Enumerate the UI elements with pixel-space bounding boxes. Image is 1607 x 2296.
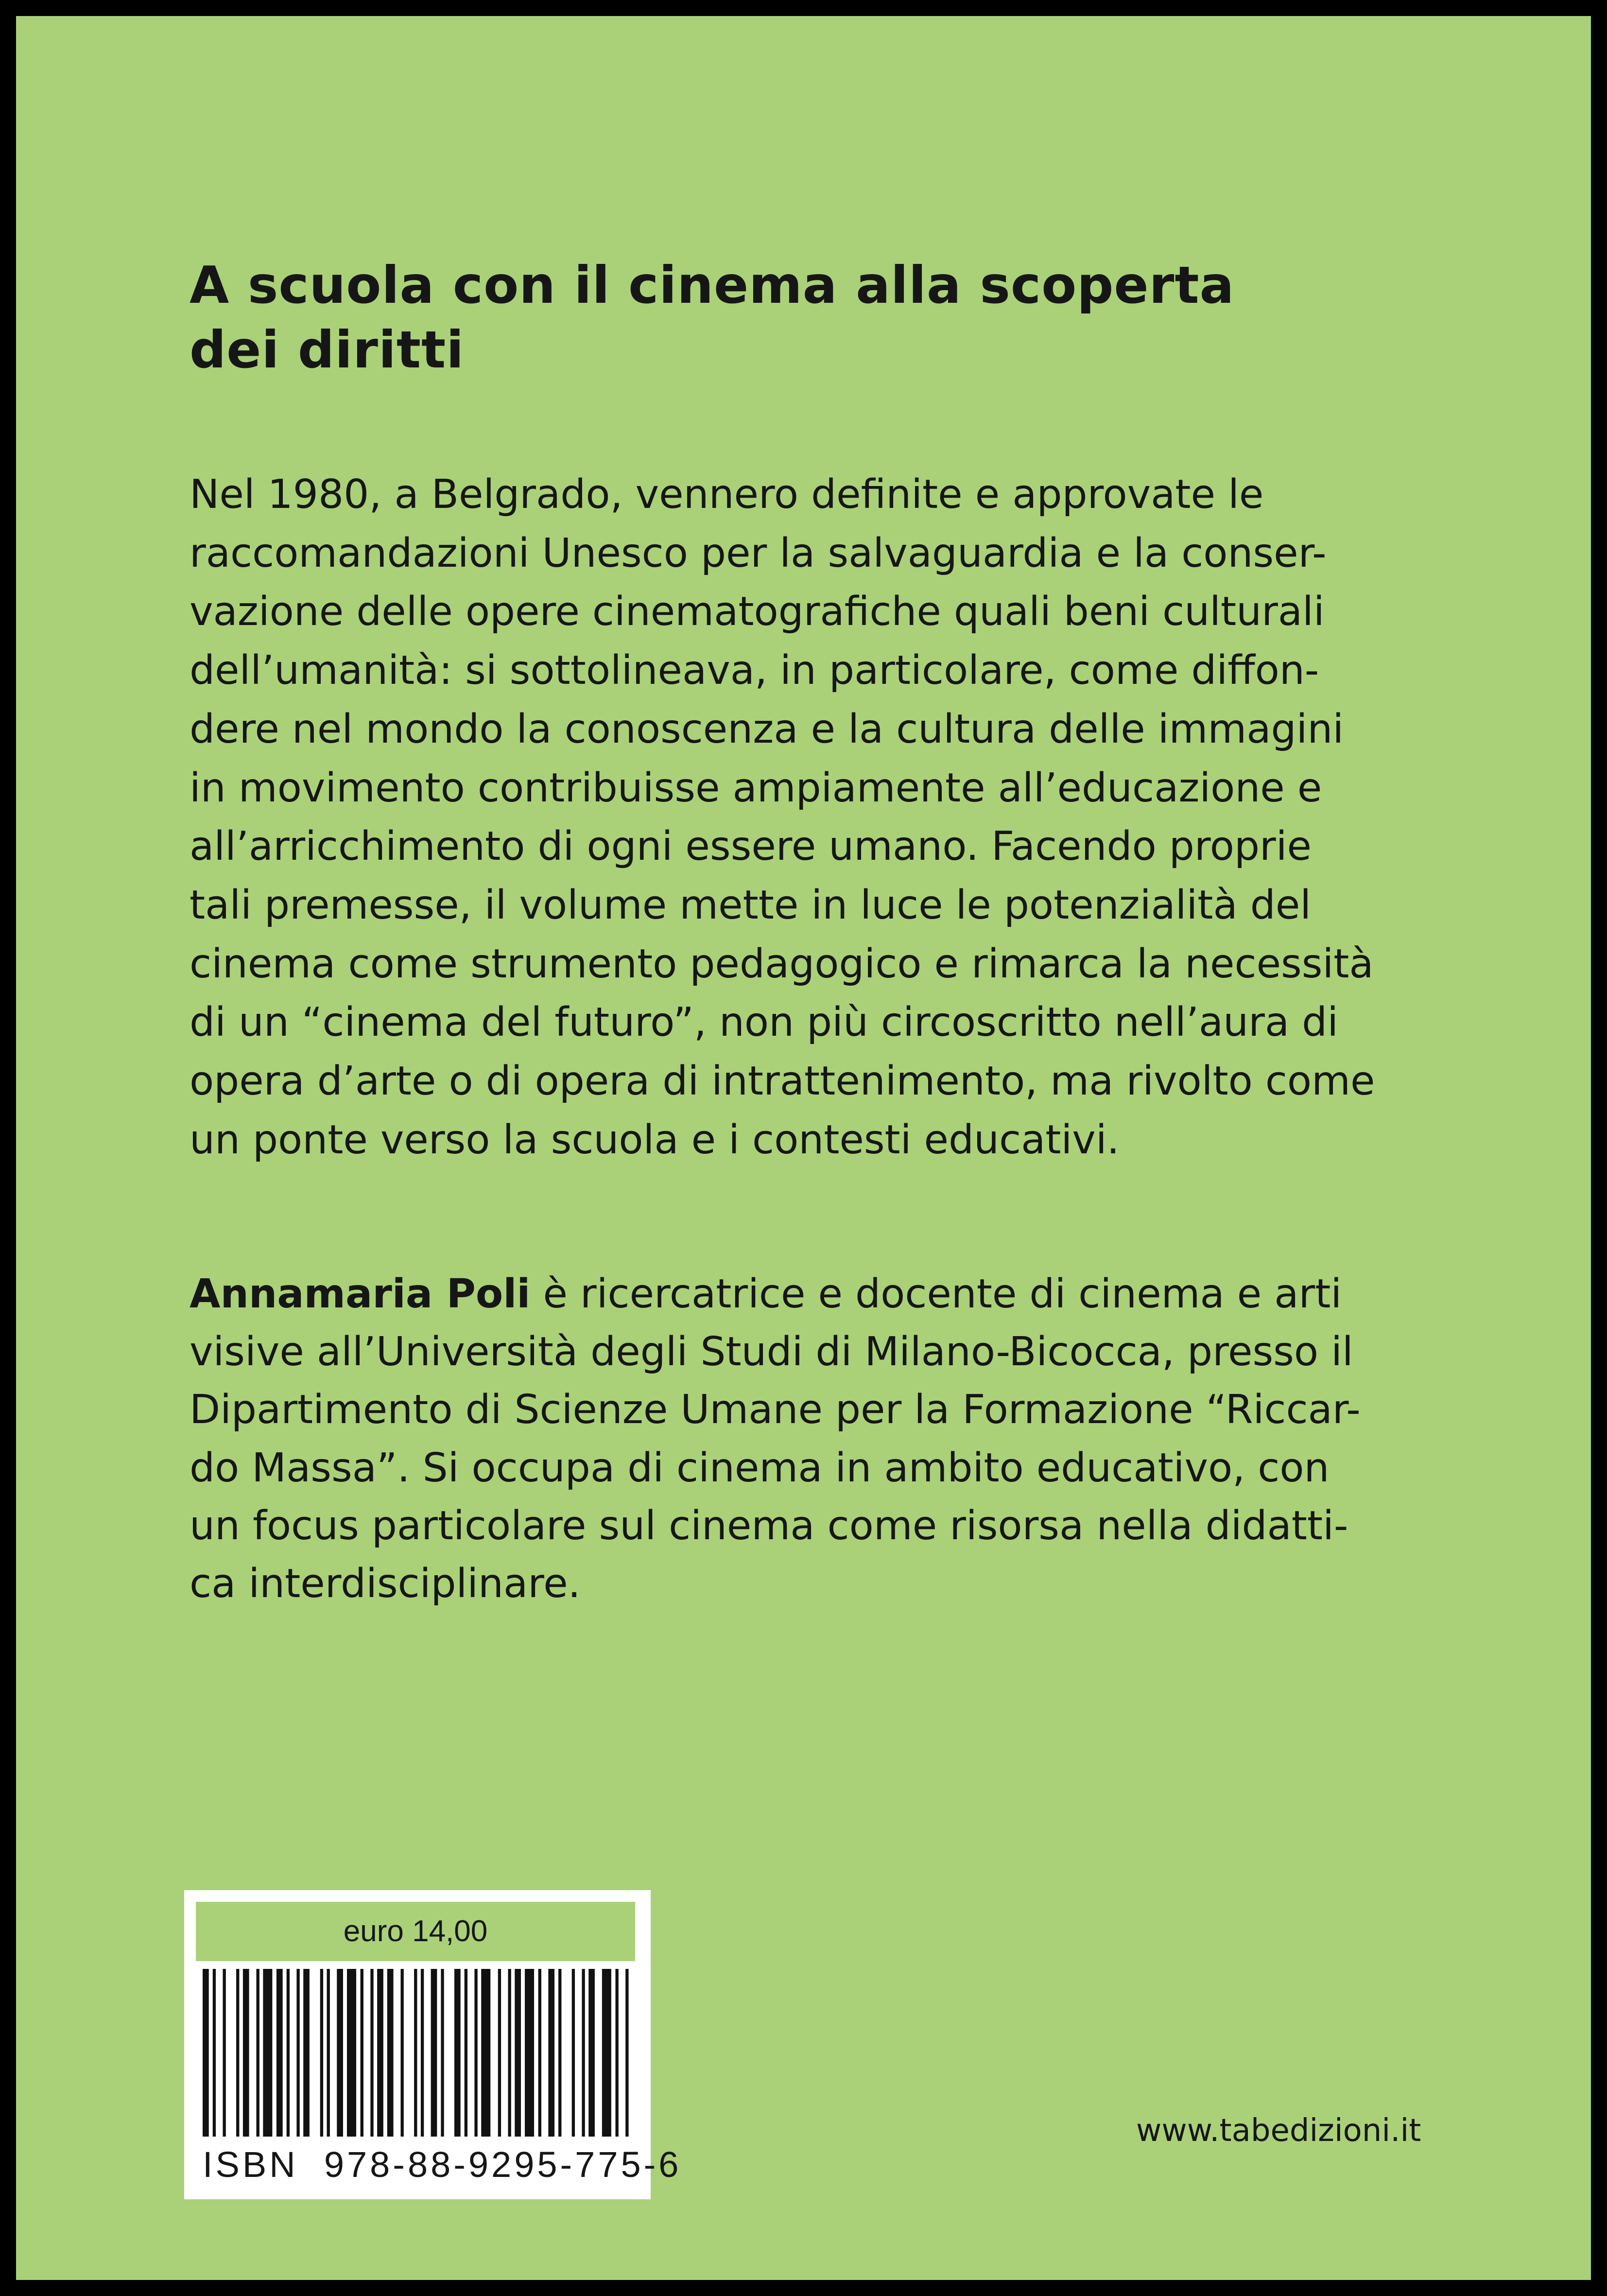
- barcode-bar: [582, 1969, 585, 2137]
- author-bio-text: è ricercatrice e docente di cinema e arti visive all’Università degli Studi di Milano-Bicocca, presso il Dipartimento di Scienze Umane per la Formazione “Riccar- do Massa”. Si occupa di cinema in ambito educativo, con un focus particolare sul cinema come risorsa nella didatti- ca interdisciplinare.: [190, 1271, 1361, 1607]
- barcode-bar: [347, 1969, 356, 2137]
- barcode-bar: [236, 1969, 239, 2137]
- barcode-bar: [296, 1969, 299, 2137]
- barcode-bar: [474, 1969, 477, 2137]
- barcode-bar: [421, 1969, 424, 2137]
- barcode-bar: [203, 1969, 209, 2137]
- barcode-bar: [525, 1969, 534, 2137]
- barcode-bar: [243, 1969, 249, 2137]
- title-line-2: dei diritti: [190, 320, 465, 380]
- barcode-bar: [387, 1969, 394, 2137]
- synopsis-paragraph: Nel 1980, a Belgrado, vennero definite e approvate le raccomandazioni Unesco per la salvaguardia e la conser- vazione delle opere cinematografiche quali beni culturali dell’umanità: si sottolineava, in particolare, come diffon- dere nel mondo la conoscenza e la cultura delle immagini in movimento contribuisse ampiamente all’educazione e all’arricchimento di ogni essere umano. Facendo proprie tali premesse, il volume mette in luce le potenzialità del cinema come strumento pedagogico e rimarca la necessità di un “cinema del futuro”, non più circoscritto nell’aura di opera d’arte o di opera di intrattenimento, ma rivolto come un ponte verso la scuola e i contesti educativi.: [190, 471, 1375, 1163]
- barcode-bar: [223, 1969, 225, 2137]
- barcode-bar: [414, 1969, 417, 2137]
- barcode-bar: [441, 1969, 444, 2137]
- barcode-bar: [257, 1969, 259, 2137]
- barcode-bar: [515, 1969, 521, 2137]
- barcode-bar: [276, 1969, 283, 2137]
- barcode-bar: [454, 1969, 461, 2137]
- back-cover: [16, 16, 1591, 2280]
- barcode-bar: [361, 1969, 363, 2137]
- barcode-bar: [327, 1969, 330, 2137]
- price-label: euro 14,00: [196, 1902, 635, 1961]
- barcode-bar: [337, 1969, 343, 2137]
- barcode-bar: [498, 1969, 501, 2137]
- barcode-box: [184, 1890, 682, 2199]
- title-line-1: A scuola con il cinema alla scoperta: [190, 256, 1235, 315]
- barcode-bar: [377, 1969, 383, 2137]
- barcode-bar: [548, 1969, 554, 2137]
- barcode-bar: [538, 1969, 541, 2137]
- barcode-bar: [263, 1969, 272, 2137]
- book-title: [190, 253, 1404, 383]
- author-name: Annamaria Poli: [190, 1271, 531, 1317]
- barcode-bar: [508, 1969, 511, 2137]
- barcode-bar: [572, 1969, 575, 2137]
- isbn-label: ISBN 978-88-9295-775-6: [203, 2144, 682, 2185]
- barcode-bar: [625, 1969, 628, 2137]
- publisher-website: www.tabedizioni.it: [1136, 2113, 1421, 2149]
- barcode-bar: [303, 1969, 310, 2137]
- barcode-bar: [213, 1969, 216, 2137]
- barcode-bar: [615, 1969, 618, 2137]
- barcode-bar: [465, 1969, 467, 2137]
- barcode-bar: [431, 1969, 437, 2137]
- barcode-bar: [320, 1969, 323, 2137]
- barcode-bar: [558, 1969, 561, 2137]
- barcode-graphic: [203, 1969, 632, 2137]
- barcode-bar: [602, 1969, 611, 2137]
- barcode-bar: [370, 1969, 373, 2137]
- barcode-bar: [287, 1969, 290, 2137]
- author-bio-paragraph: [190, 1265, 1434, 1613]
- barcode-bar: [400, 1969, 403, 2137]
- barcode-bar: [588, 1969, 595, 2137]
- barcode-bar: [481, 1969, 490, 2137]
